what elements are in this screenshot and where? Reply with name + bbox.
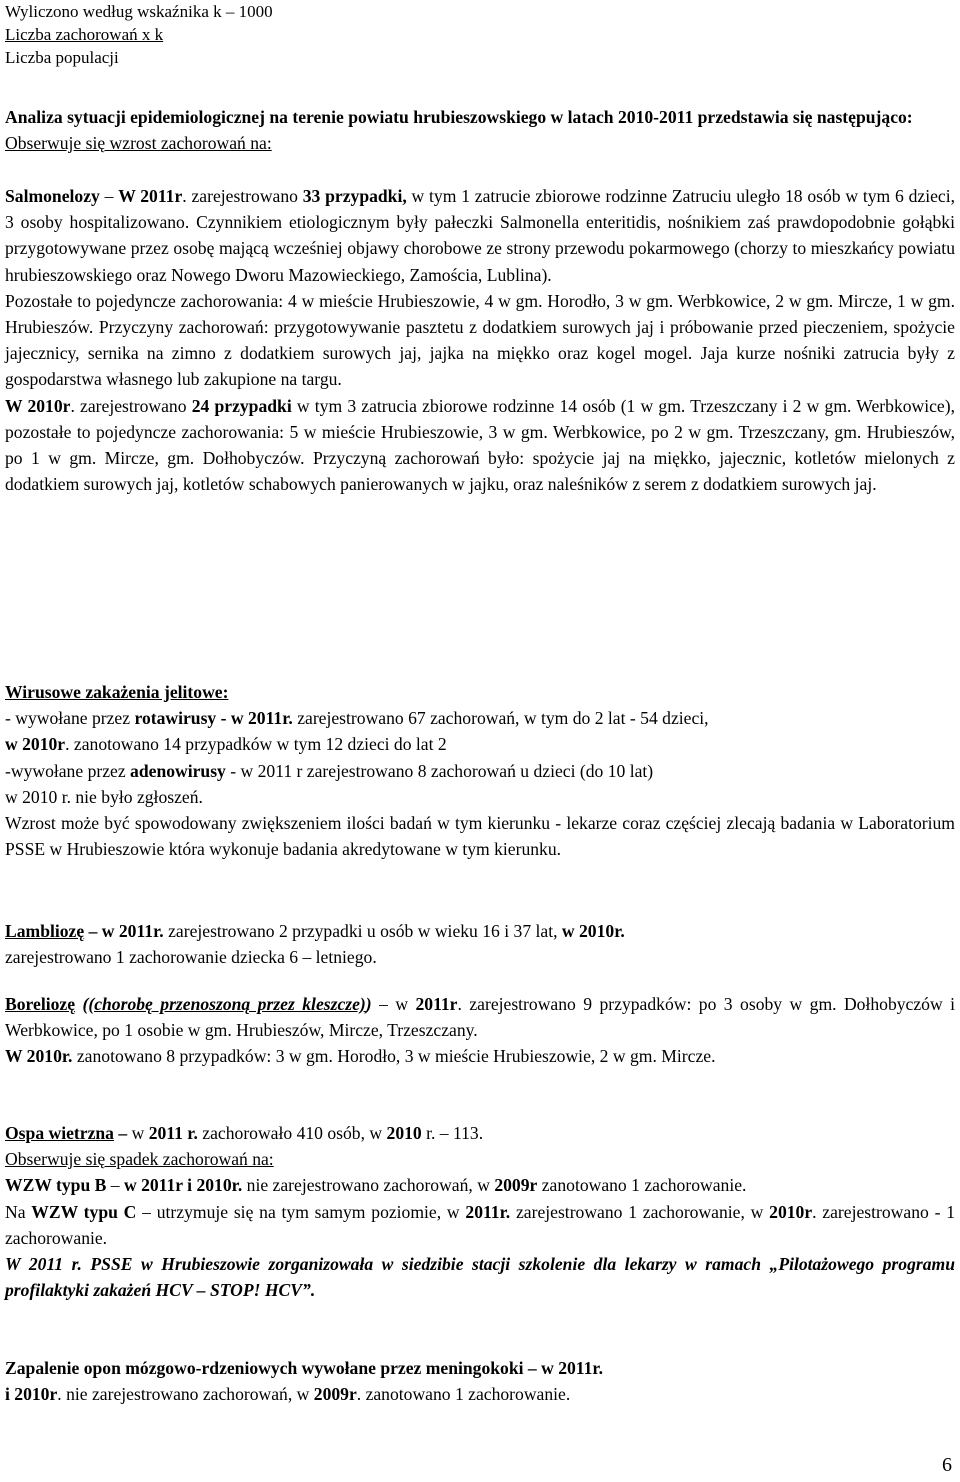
formula-numerator: Liczba zachorowań x k: [5, 25, 164, 44]
year-label: 2009r: [313, 1384, 357, 1405]
pathogen-name: rotawirusy - w 2011r.: [134, 708, 293, 729]
text: . zarejestrowano 9 przypadków: po 3 osoby w gm. Dołhobyczów i Werbkowice, po 1 osobie w gm. Hrubieszów, Mircze, Trzeszczany.: [5, 994, 956, 1041]
text: nie zarejestrowano zachorowań,: [242, 1175, 473, 1196]
text: . nie zarejestrowano zachorowań, w: [57, 1384, 314, 1405]
text: w tym 3 zatrucia zbiorowe rodzinne 14 osób (1 w gm. Trzeszczany i 2 w gm. Werbkowice), pozostałe to pojedyncze zachorowania: 5 w mieście Hrubieszowie, 3 w gm. Werbkowice, po 2 w gm. Trzeszczany, gm. Hrubieszów, po 1 w gm. Mircze, gm. Dołhobyczów. Przyczyną zachorowań było: spożycie jaj na miękko, jajecznic, kotletów mielonych z dodatkiem surowych jaj, kotletów schabowych panierowanych w jajku, oraz naleśników z serem z dodatkiem surowych jaj.: [5, 395, 956, 495]
lyme-2010-paragraph: [5, 1043, 955, 1069]
section-heading: Zapalenie opon mózgowo-rdzeniowych wywołane przez meningokoki – w 2011r.: [5, 1358, 604, 1378]
text: . zarejestrowano: [70, 395, 192, 416]
case-count: 33 przypadki,: [302, 186, 407, 206]
formula-block: [5, 0, 955, 69]
text: r. – 113.: [421, 1123, 484, 1143]
dash: –: [99, 186, 119, 206]
year-label: w 2010r: [5, 734, 66, 755]
lyme-section: [5, 991, 955, 1070]
formula-denominator: Liczba populacji: [5, 48, 119, 67]
year-label: W 2010r: [5, 395, 71, 416]
text: – utrzymuje się na tym samym poziomie, w: [136, 1201, 466, 1222]
text: . zanotowano 14 przypadków w tym 12 dzieci do lat 2: [65, 734, 447, 755]
year-label: w 2010r.: [561, 921, 625, 941]
year-label: w 2011r.: [101, 921, 164, 941]
increase-note: Wzrost może być spowodowany zwiększeniem ilości badań w tym kierunku - lekarze coraz częściej zlecają badania w Laboratorium PSSE w Hrubieszowie która wykonuje badania akredytowane w tym kierunku.: [5, 813, 955, 860]
salmonella-paragraph: [5, 183, 955, 288]
disease-name: WZW typu C: [31, 1201, 137, 1222]
text: zarejestrowano 1 zachorowanie, w: [510, 1201, 770, 1222]
text: - wywołane przez: [5, 708, 135, 729]
dash: –: [84, 921, 102, 941]
rotavirus-line: [5, 705, 955, 731]
dash: – w: [371, 994, 416, 1014]
year-label: i 2010r: [5, 1384, 58, 1405]
text: - w 2011 r zarejestrowano 8 zachorowań u dzieci (do 10 lat): [225, 760, 654, 781]
salmonella-paragraph-2: Pozostałe to pojedyncze zachorowania: 4 w mieście Hrubieszowie, 4 w gm. Horodło, 3 w gm. Werbkowice, 2 w gm. Mircze, 1 w gm. Hrubieszów. Przyczyny zachorowań: przygotowywanie pasztetu z dodatkiem surowych jaj i próbowanie przed pieczeniem, spożycie jajecznicy, sernika na zimno z dodatkiem surowych jaj, jajka na miękko oraz kogel mogel. Jaja kurze nośniki zatrucia były z gospodarstwa własnego lub zakupione na targu.: [5, 290, 955, 390]
hepatitis-b-paragraph: [5, 1172, 955, 1198]
text: zanotowano 1 zachorowanie.: [537, 1175, 747, 1196]
meningococcal-line: [5, 1381, 955, 1407]
adenovirus-2010-line: w 2010 r. nie było zgłoszeń.: [5, 786, 203, 807]
year-label: 2010: [386, 1123, 422, 1143]
year-label: 2011 r.: [148, 1123, 198, 1143]
text: (chorobę przenoszoną przez kleszcze): [88, 994, 366, 1014]
meningococcal-section: [5, 1355, 955, 1407]
disease-name: Salmonelozy: [5, 186, 100, 206]
text: zarejestrowano 1 zachorowanie dziecka 6 – letniego.: [5, 947, 377, 968]
text: . zarejestrowano: [182, 186, 303, 206]
pathogen-name: adenowirusy: [130, 760, 226, 781]
formula-line: Wyliczono według wskaźnika k – 1000: [5, 2, 273, 21]
text: w: [131, 1123, 149, 1143]
year-label: w 2011r i 2010r.: [123, 1175, 243, 1196]
disease-description: ((chorobę przenoszoną przez kleszcze)): [82, 994, 372, 1014]
text: -wywołane przez: [5, 760, 131, 781]
rotavirus-2010-line: [5, 731, 955, 757]
text: . zanotowano 1 zachorowanie.: [356, 1384, 571, 1405]
dash: –: [113, 1123, 132, 1143]
salmonella-2010-paragraph: [5, 393, 955, 498]
text: w: [472, 1175, 495, 1196]
decrease-label: Obserwuje się spadek zachorowań na:: [5, 1149, 274, 1170]
text: zarejestrowano 2 przypadki u osób w wieku 16 i 37 lat,: [163, 921, 562, 941]
text: w tym 1 zatrucie zbiorowe rodzinne Zatruciu uległo 18 osób w tym 6 dzieci, 3 osoby hospitalizowano. Czynnikiem etiologicznym były pałeczki Salmonella enteritidis, nośnikiem zaś prawdopodobnie gołąbki przygotowywane przez osobę mającą wcześniej objawy chorobowe ze strony przewodu pokarmowego (chorzy to mieszkańcy powiatu hrubieszowskiego oraz Nowego Dworu Mazowieckiego, Zamościa, Lublina).: [5, 186, 955, 285]
year-label: 2011r.: [465, 1201, 511, 1222]
year-label: W 2010r.: [5, 1046, 73, 1067]
text: zachorowało 410 osób, w: [197, 1123, 387, 1143]
section-heading: Analiza sytuacji epidemiologicznej na terenie powiatu hrubieszowskiego w latach 2010-2011 przedstawia się następująco:: [5, 107, 913, 127]
text: zanotowano 8 przypadków: 3 w gm. Horodło, 3 w mieście Hrubieszowie, 2 w gm. Mircze.: [72, 1046, 716, 1067]
giardia-section: [5, 918, 955, 970]
viral-section: [5, 679, 955, 862]
case-count: 24 przypadki: [191, 395, 292, 416]
increase-label: Obserwuje się wzrost zachorowań na:: [5, 133, 272, 154]
text: zarejestrowano 67 zachorowań, w tym do 2 lat - 54 dzieci,: [292, 708, 709, 729]
year-label: W 2011r: [118, 186, 183, 206]
hepatitis-c-paragraph: [5, 1199, 955, 1251]
salmonella-section: [5, 183, 955, 497]
giardia-paragraph: [5, 918, 955, 970]
text: Na: [5, 1201, 32, 1222]
training-note: W 2011 r. PSSE w Hrubieszowie zorganizowała w siedzibie stacji szkolenie dla lekarzy w ramach „Pilotażowego programu profilaktyki zakażeń HCV – STOP! HCV”.: [5, 1254, 955, 1301]
lyme-paragraph: [5, 991, 955, 1043]
year-label: 2010r: [769, 1201, 813, 1222]
chickenpox-line: [5, 1120, 955, 1146]
intro-section: [5, 104, 955, 156]
section-heading: Wirusowe zakażenia jelitowe:: [5, 682, 229, 702]
year-label: 2011r: [415, 994, 458, 1014]
page-number: 6: [942, 1454, 952, 1476]
disease-name: Lambliozę: [5, 921, 85, 941]
adenovirus-line: [5, 758, 955, 784]
year-label: 2009r: [494, 1175, 538, 1196]
text: . zarejestrowano - 1 zachorowanie.: [5, 1201, 955, 1248]
dash: –: [106, 1175, 124, 1196]
chickenpox-section: [5, 1120, 955, 1303]
disease-name: Boreliozę: [5, 994, 76, 1014]
disease-name: Ospa wietrzna: [5, 1123, 114, 1143]
disease-name: WZW typu B: [5, 1175, 107, 1196]
